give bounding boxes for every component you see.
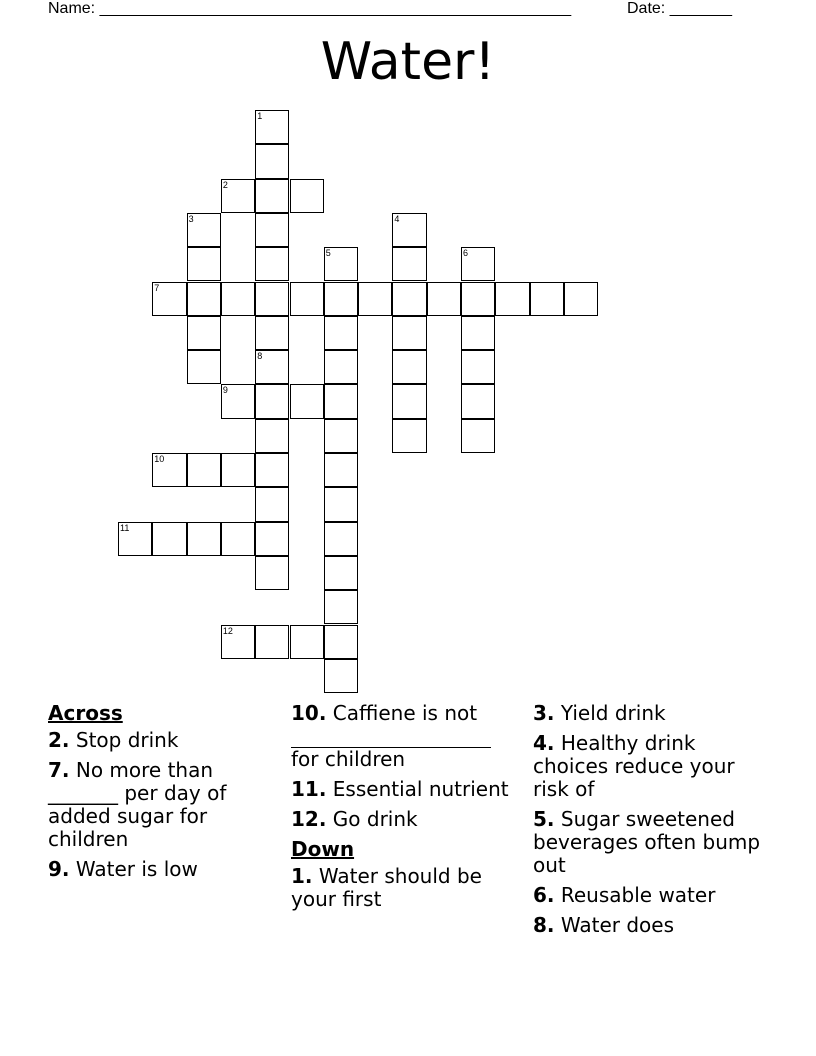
crossword-cell[interactable] bbox=[255, 213, 289, 247]
puzzle-title: Water! bbox=[320, 32, 496, 92]
cell-number: 6 bbox=[463, 248, 469, 259]
clue-down-4 bbox=[533, 732, 769, 801]
crossword-cell[interactable] bbox=[187, 522, 221, 556]
crossword-cell[interactable] bbox=[152, 522, 186, 556]
crossword-cell[interactable] bbox=[255, 144, 289, 178]
crossword-cell[interactable] bbox=[221, 625, 255, 659]
clues-column-2 bbox=[291, 702, 527, 918]
cell-number: 9 bbox=[222, 385, 228, 396]
crossword-cell[interactable] bbox=[221, 384, 255, 418]
crossword-cell[interactable] bbox=[564, 282, 598, 316]
crossword-cell[interactable] bbox=[255, 522, 289, 556]
crossword-cell[interactable] bbox=[187, 316, 221, 350]
clue-number: 2. bbox=[48, 728, 70, 752]
crossword-cell[interactable] bbox=[118, 522, 152, 556]
clue-across-11 bbox=[291, 778, 527, 801]
crossword-cell[interactable] bbox=[255, 316, 289, 350]
crossword-cell[interactable] bbox=[392, 350, 426, 384]
crossword-cell[interactable] bbox=[221, 522, 255, 556]
clue-number: 6. bbox=[533, 883, 555, 907]
clue-down-5 bbox=[533, 808, 769, 877]
crossword-cell[interactable] bbox=[290, 179, 324, 213]
crossword-cell[interactable] bbox=[255, 556, 289, 590]
crossword-cell[interactable] bbox=[187, 350, 221, 384]
clue-number: 1. bbox=[291, 864, 313, 888]
clues-column-3 bbox=[533, 702, 769, 944]
crossword-cell[interactable] bbox=[187, 453, 221, 487]
crossword-cell[interactable] bbox=[358, 282, 392, 316]
clue-text: Healthy drink choices reduce your risk of bbox=[533, 731, 735, 801]
clue-number: 7. bbox=[48, 758, 70, 782]
crossword-cell[interactable] bbox=[392, 316, 426, 350]
clue-text: Go drink bbox=[332, 807, 418, 831]
clue-across-2 bbox=[48, 729, 284, 752]
name-field[interactable]: Name: _____________________________________________________ bbox=[48, 0, 572, 17]
crossword-cell[interactable] bbox=[290, 625, 324, 659]
crossword-cell[interactable] bbox=[290, 384, 324, 418]
crossword-cell[interactable] bbox=[461, 316, 495, 350]
crossword-cell[interactable] bbox=[187, 282, 221, 316]
crossword-cell[interactable] bbox=[324, 453, 358, 487]
clue-down-3 bbox=[533, 702, 769, 725]
crossword-cell[interactable] bbox=[324, 487, 358, 521]
crossword-cell[interactable] bbox=[392, 384, 426, 418]
crossword-cell[interactable] bbox=[392, 213, 426, 247]
crossword-cell[interactable] bbox=[187, 247, 221, 281]
crossword-cell[interactable] bbox=[392, 282, 426, 316]
crossword-cell[interactable] bbox=[221, 453, 255, 487]
crossword-cell[interactable] bbox=[324, 419, 358, 453]
crossword-cell[interactable] bbox=[290, 282, 324, 316]
crossword-cell[interactable] bbox=[530, 282, 564, 316]
cell-number: 11 bbox=[120, 522, 130, 533]
date-field[interactable]: Date: _______ bbox=[627, 0, 732, 17]
clue-text: Reusable water bbox=[560, 883, 716, 907]
clue-down-8 bbox=[533, 914, 769, 937]
clue-text: Sugar sweetened beverages often bump out bbox=[533, 807, 761, 877]
clue-down-6 bbox=[533, 884, 769, 907]
clue-number: 8. bbox=[533, 913, 555, 937]
clue-text: No more than _______ per day of added sugar for children bbox=[48, 758, 227, 851]
clue-number: 10. bbox=[291, 701, 327, 725]
clue-text: Yield drink bbox=[560, 701, 666, 725]
crossword-cell[interactable] bbox=[461, 384, 495, 418]
clue-across-10 bbox=[291, 702, 527, 771]
cell-number: 10 bbox=[154, 454, 165, 464]
crossword-cell[interactable] bbox=[255, 384, 289, 418]
cell-number: 5 bbox=[325, 248, 331, 259]
crossword-cell[interactable] bbox=[324, 522, 358, 556]
clue-text: Caffiene is not bbox=[332, 701, 478, 725]
crossword-cell[interactable] bbox=[324, 247, 358, 281]
crossword-cell[interactable] bbox=[255, 419, 289, 453]
clue-across-12 bbox=[291, 808, 527, 831]
clue-number: 5. bbox=[533, 807, 555, 831]
crossword-cell[interactable] bbox=[255, 350, 289, 384]
clue-across-7 bbox=[48, 759, 284, 851]
clue-text: Stop drink bbox=[75, 728, 179, 752]
crossword-cell[interactable] bbox=[461, 282, 495, 316]
clue-text: Water does bbox=[560, 913, 675, 937]
cell-number: 7 bbox=[154, 282, 160, 293]
clue-text: Essential nutrient bbox=[332, 777, 509, 801]
crossword-cell[interactable] bbox=[324, 625, 358, 659]
cell-number: 12 bbox=[222, 625, 233, 636]
crossword-cell[interactable] bbox=[324, 282, 358, 316]
crossword-cell[interactable] bbox=[255, 110, 289, 144]
crossword-cell[interactable] bbox=[255, 487, 289, 521]
clue-across-9 bbox=[48, 858, 284, 881]
clue-number: 4. bbox=[533, 731, 555, 755]
down-heading: Down bbox=[291, 837, 355, 861]
crossword-cell[interactable] bbox=[324, 556, 358, 590]
crossword-cell[interactable] bbox=[324, 384, 358, 418]
clue-text-continued: for children bbox=[291, 747, 406, 771]
crossword-cell[interactable] bbox=[187, 213, 221, 247]
clue-text: Water is low bbox=[75, 857, 198, 881]
cell-number: 4 bbox=[394, 213, 400, 224]
crossword-cell[interactable] bbox=[324, 316, 358, 350]
clue-text: Water should be your first bbox=[291, 864, 482, 911]
crossword-cell[interactable] bbox=[461, 350, 495, 384]
across-heading: Across bbox=[48, 701, 123, 725]
clue-number: 11. bbox=[291, 777, 327, 801]
crossword-cell[interactable] bbox=[255, 453, 289, 487]
crossword-cell[interactable] bbox=[324, 659, 358, 693]
cell-number: 8 bbox=[257, 351, 263, 362]
crossword-cell[interactable] bbox=[255, 282, 289, 316]
crossword-cell[interactable] bbox=[221, 179, 255, 213]
clue-number: 9. bbox=[48, 857, 70, 881]
clues-column-1 bbox=[48, 702, 284, 888]
clue-number: 12. bbox=[291, 807, 327, 831]
crossword-cell[interactable] bbox=[392, 419, 426, 453]
answer-blank-line bbox=[291, 725, 491, 748]
crossword-cell[interactable] bbox=[461, 419, 495, 453]
clue-number: 3. bbox=[533, 701, 555, 725]
crossword-cell[interactable] bbox=[255, 625, 289, 659]
cell-number: 2 bbox=[222, 179, 228, 190]
crossword-cell[interactable] bbox=[221, 282, 255, 316]
cell-number: 1 bbox=[257, 111, 263, 121]
crossword-cell[interactable] bbox=[461, 247, 495, 281]
crossword-cell[interactable] bbox=[392, 247, 426, 281]
crossword-cell[interactable] bbox=[152, 453, 186, 487]
crossword-cell[interactable] bbox=[255, 179, 289, 213]
clue-down-1 bbox=[291, 865, 527, 911]
crossword-cell[interactable] bbox=[255, 247, 289, 281]
crossword-cell[interactable] bbox=[324, 590, 358, 624]
crossword-cell[interactable] bbox=[152, 282, 186, 316]
crossword-cell[interactable] bbox=[427, 282, 461, 316]
crossword-cell[interactable] bbox=[324, 350, 358, 384]
crossword-cell[interactable] bbox=[495, 282, 529, 316]
cell-number: 3 bbox=[188, 213, 194, 224]
